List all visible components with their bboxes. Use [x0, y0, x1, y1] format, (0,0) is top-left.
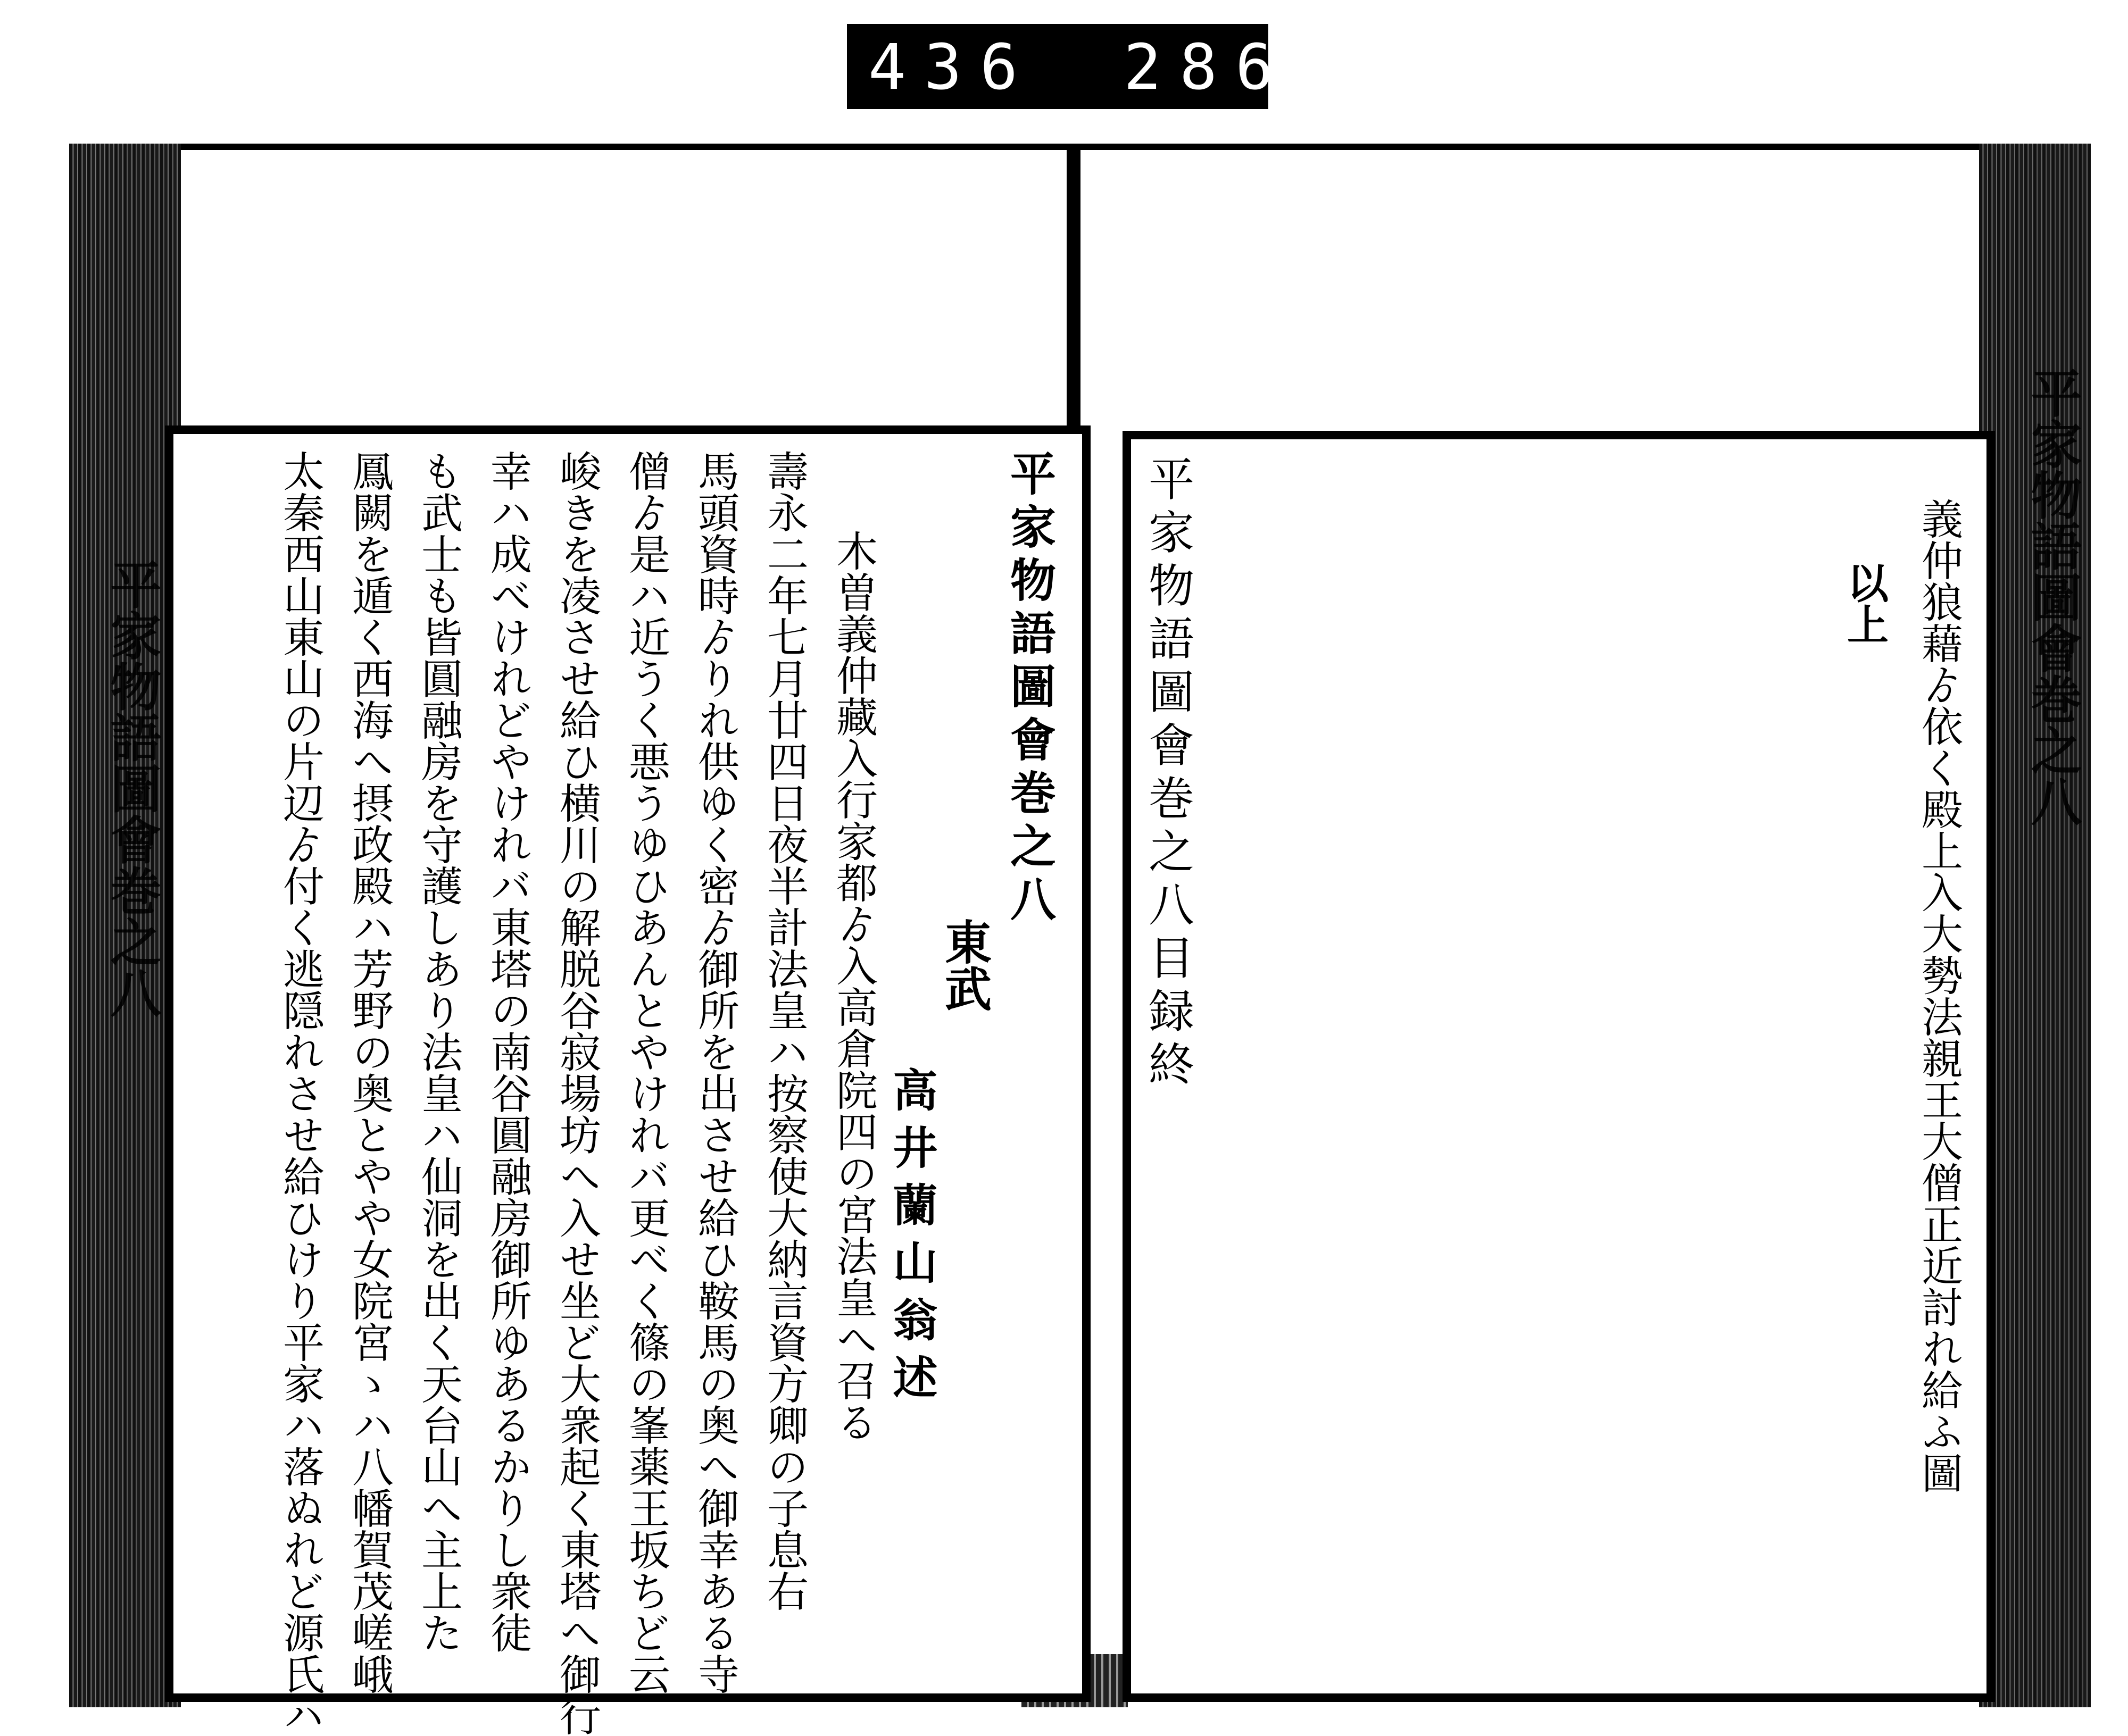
contents-end-title: 平家物語圖會巻之八目録終 [1141, 455, 1194, 1094]
left-page-author: 高井蘭山翁述 [886, 1067, 938, 1412]
body-column-9: 太秦西山東山の片辺ゟ付く逃隠れさせ給ひけり平家ハ落ぬれど源氏ハ [276, 450, 324, 1736]
body-column-1: 木曽義仲藏入行家都ゟ入高倉院四の宮法皇へ召る [829, 530, 877, 1442]
body-column-2: 壽永二年七月廿四日夜半計法皇ハ按察使大納言資方卿の子息右 [760, 450, 808, 1612]
label-number-left: 436 [868, 30, 1036, 104]
body-column-3: 馬頭資時ゟりれ供ゆく密ゟ御所を出させ給ひ鞍馬の奥へ御幸ある寺 [691, 450, 739, 1695]
left-page-subtitle: 東武 [937, 918, 993, 1012]
right-side-tab: 平家物語圖會巻之八 [2023, 367, 2083, 827]
archive-label [847, 24, 1348, 109]
left-page-title: 平家物語圖會巻之八 [1002, 450, 1056, 929]
left-text-frame [165, 425, 1091, 1736]
contents-closing: 以上 [1840, 562, 1889, 645]
body-column-6: 幸ハ成べけれどやけれバ東塔の南谷圓融房御所ゆあるかりし衆徒 [484, 450, 531, 1653]
open-book [48, 144, 2112, 1736]
right-text-frame [1123, 431, 1995, 1702]
body-column-4: 僧ゟ是ハ近うく悪うゆひあんとやけれバ更べく篠の峯薬王坂ちど云 [622, 450, 670, 1695]
body-column-7: も武士も皆圓融房を守護しあり法皇ハ仙洞を出く天台山へ主上た [414, 450, 462, 1653]
contents-entry: 義仲狼藉ゟ依く殿上入大勢法親王大僧正近討れ給ふ圖 [1915, 498, 1963, 1493]
body-column-8: 鳳闕を遁く西海へ摂政殿ハ芳野の奥とやや女院宮ゝハ八幡賀茂嵯峨 [345, 450, 393, 1695]
label-number-right: 286. [1124, 30, 1348, 104]
left-side-tab: 平家物語圖會巻之八 [102, 558, 162, 1018]
body-column-5: 峻きを凌させ給ひ横川の解脱谷寂場坊へ入せ坐ど大衆起く東塔へ御行 [553, 450, 601, 1736]
